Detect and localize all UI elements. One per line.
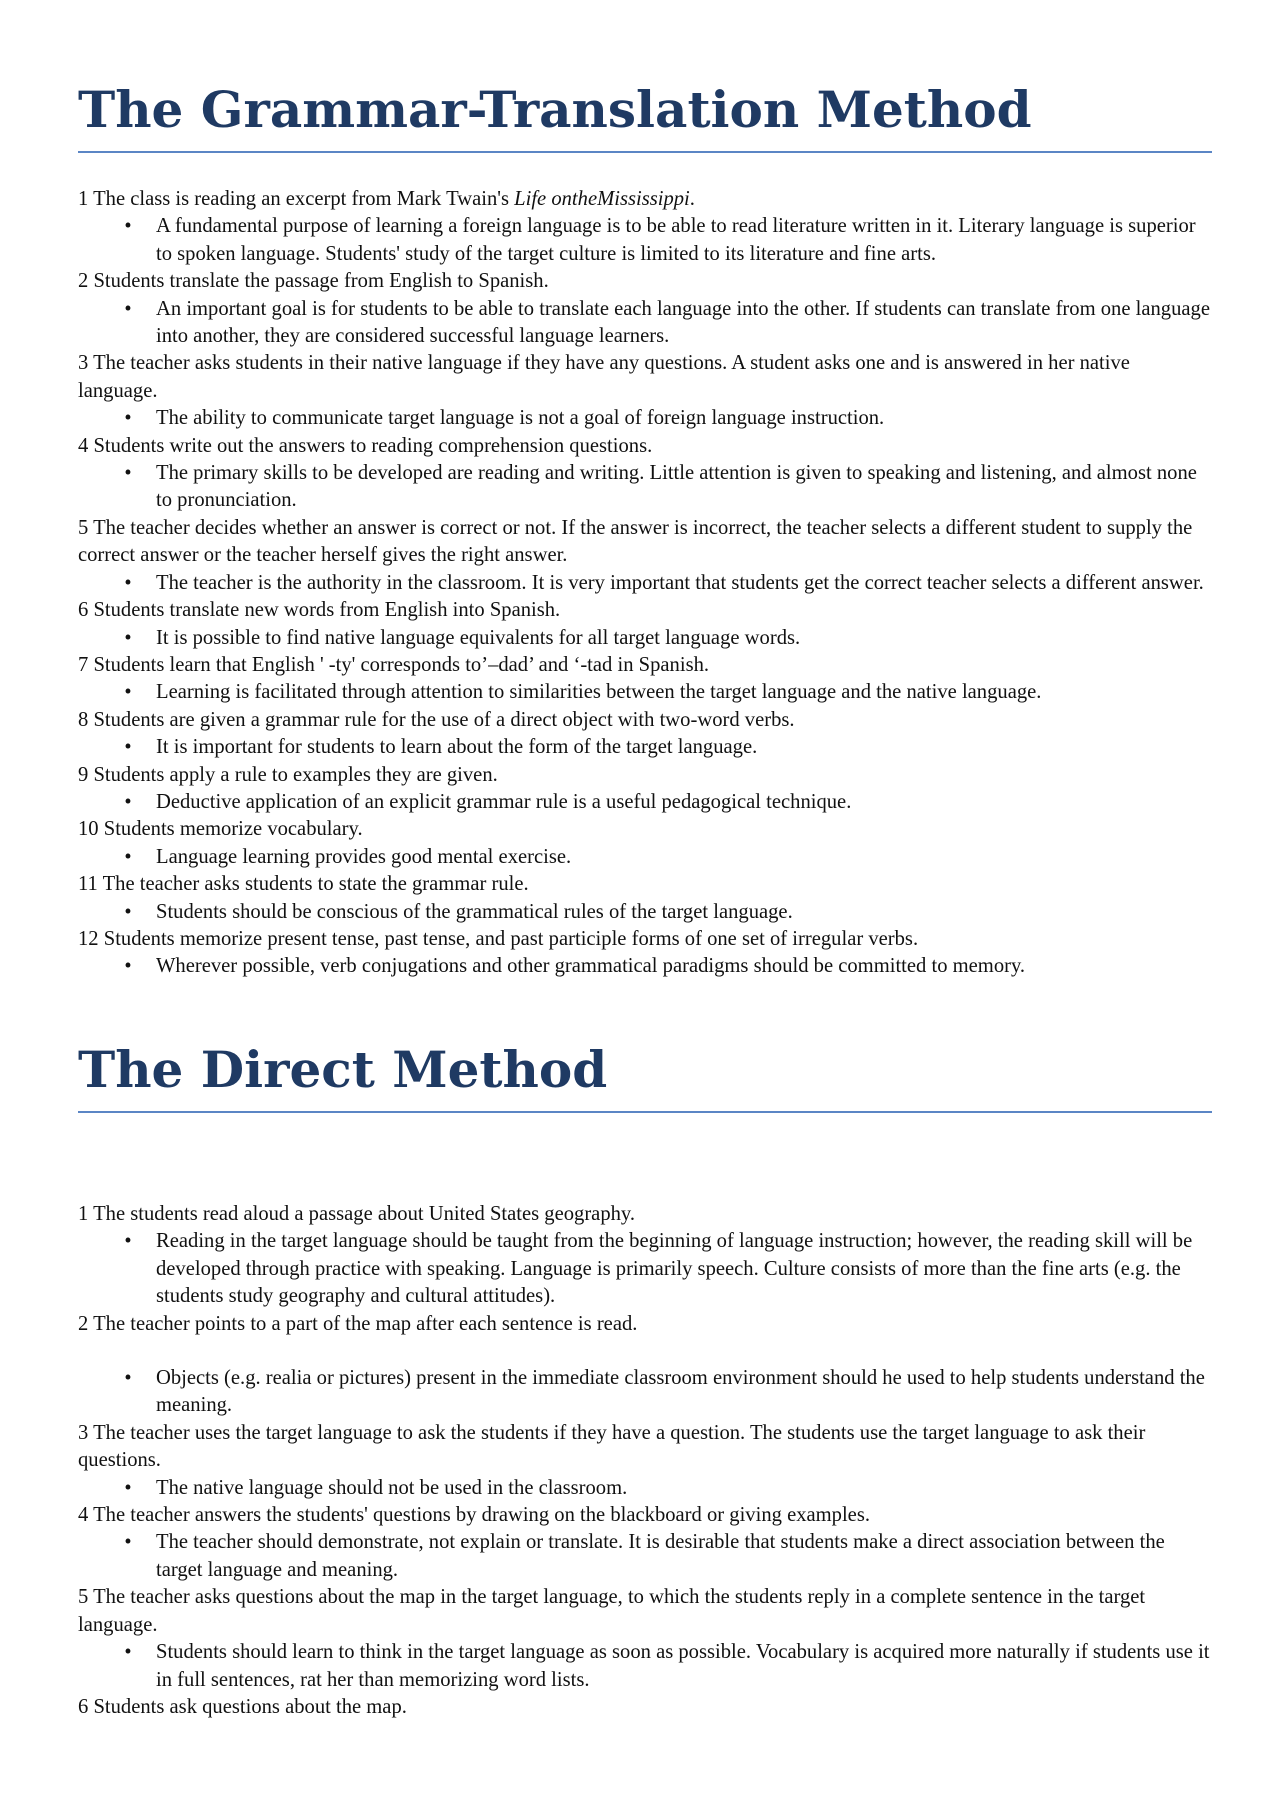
- bullet-icon: •: [124, 1531, 132, 1554]
- numbered-item: 11 The teacher asks students to state the grammar rule.: [78, 873, 529, 896]
- bullet-item: • The teacher is the authority in the classroom. It is very important that students get the correct teacher selects a different answer.: [78, 570, 1212, 597]
- bullet-list: [78, 1529, 1212, 1584]
- bullet-icon: •: [124, 845, 132, 868]
- numbered-item: 9 Students apply a rule to examples they are given.: [78, 763, 498, 786]
- bullet-icon: •: [124, 1230, 132, 1253]
- bullet-icon: •: [124, 1367, 132, 1390]
- bullet-item: • The primary skills to be developed are reading and writing. Little attention is given to speaking and listening, and almost none to pronunciation.: [78, 460, 1212, 515]
- numbered-item: 5 The teacher decides whether an answer is correct or not. If the answer is incorrect, the teacher selects a different student to supply the correct answer or the teacher herself gives the right answer.: [78, 516, 1193, 567]
- empty-line: [78, 1338, 1212, 1365]
- numbered-item: 2 Students translate the passage from English to Spanish.: [78, 270, 549, 293]
- bullet-item: • Wherever possible, verb conjugations and other grammatical paradigms should be committed to memory.: [78, 953, 1212, 980]
- bullet-icon: •: [124, 215, 132, 238]
- bullet-icon: •: [124, 297, 132, 320]
- bullet-list: [78, 625, 1212, 652]
- bullet-list: [78, 1365, 1212, 1420]
- bullet-icon: •: [124, 790, 132, 813]
- bullet-icon: •: [124, 626, 132, 649]
- bullet-item: • Learning is facilitated through attention to similarities between the target language and the native language.: [78, 679, 1212, 706]
- bullet-icon: •: [124, 681, 132, 704]
- bullet-icon: •: [124, 1641, 132, 1664]
- numbered-item: 3 The teacher uses the target language to ask the students if they have a question. The students use the target language to ask their questions.: [78, 1421, 1146, 1472]
- title-rule: [78, 151, 1212, 153]
- bullet-list: [78, 734, 1212, 761]
- numbered-item: 1 The students read aloud a passage about United States geography.: [78, 1203, 636, 1225]
- section-direct-method: [78, 1040, 1212, 1721]
- bullet-icon: •: [124, 407, 132, 430]
- section-grammar-translation: [78, 80, 1212, 981]
- numbered-item: 2 The teacher points to a part of the map after each sentence is read.: [78, 1312, 638, 1335]
- bullet-icon: •: [124, 462, 132, 485]
- section-content: [78, 186, 1212, 981]
- numbered-item: 10 Students memorize vocabulary.: [78, 818, 363, 841]
- bullet-item: • Deductive application of an explicit grammar rule is a useful pedagogical technique.: [78, 789, 1212, 816]
- numbered-item: 7 Students learn that English ' -ty' corresponds to’–dad’ and ‘-tad in Spanish.: [78, 653, 710, 676]
- bullet-item: • An important goal is for students to be able to translate each language into the other. If students can translate from one language into another, they are considered successful language learners.: [78, 296, 1212, 351]
- bullet-item: • It is important for students to learn about the form of the target language.: [78, 734, 1212, 761]
- bullet-list: [78, 405, 1212, 432]
- numbered-item: 3 The teacher asks students in their native language if they have any questions. A student asks one and is answered in her native language.: [78, 352, 1130, 402]
- book-title: Life ontheMississippi: [514, 188, 690, 210]
- numbered-item: 4 The teacher answers the students' questions by drawing on the blackboard or giving examples.: [78, 1504, 870, 1527]
- bullet-list: [78, 679, 1212, 706]
- bullet-item: • A fundamental purpose of learning a foreign language is to be able to read literature written in it. Literary language is superior to spoken language. Students' study of the target culture is limited to its literature and fine arts.: [78, 213, 1212, 268]
- bullet-icon: •: [124, 1476, 132, 1499]
- bullet-list: [78, 1228, 1212, 1310]
- bullet-list: [78, 213, 1212, 268]
- bullet-item: • It is possible to find native language equivalents for all target language words.: [78, 625, 1212, 652]
- bullet-item: • Reading in the target language should be taught from the beginning of language instruction; however, the reading skill will be developed through practice with speaking. Language is primarily speech. Culture consists of more than the fine arts (e.g. the students study geography and cultural attitudes).: [78, 1228, 1212, 1310]
- bullet-list: [78, 460, 1212, 515]
- numbered-item: 1 The class is reading an excerpt from Mark Twain's Life ontheMississippi.: [78, 188, 695, 210]
- bullet-list: [78, 899, 1212, 926]
- bullet-list: [78, 789, 1212, 816]
- bullet-list: [78, 296, 1212, 351]
- bullet-list: [78, 844, 1212, 871]
- bullet-item: • Students should be conscious of the grammatical rules of the target language.: [78, 899, 1212, 926]
- bullet-list: [78, 1475, 1212, 1502]
- numbered-item: 4 Students write out the answers to reading comprehension questions.: [78, 434, 653, 457]
- bullet-item: • Students should learn to think in the target language as soon as possible. Vocabulary is acquired more naturally if students use it in full sentences, rat her than memorizing word lists.: [78, 1639, 1212, 1694]
- numbered-item: 6 Students translate new words from English into Spanish.: [78, 599, 561, 622]
- numbered-item: 6 Students ask questions about the map.: [78, 1695, 407, 1718]
- numbered-item: 5 The teacher asks questions about the map in the target language, to which the students reply in a complete sentence in the target language.: [78, 1586, 1146, 1636]
- bullet-icon: •: [124, 571, 132, 594]
- section-content: [78, 1201, 1212, 1721]
- bullet-list: [78, 953, 1212, 980]
- bullet-list: [78, 570, 1212, 597]
- bullet-item: • The teacher should demonstrate, not explain or translate. It is desirable that students make a direct association between the target language and meaning.: [78, 1529, 1212, 1584]
- section-title: The Grammar-Translation Method: [78, 80, 1032, 139]
- bullet-item: • The native language should not be used in the classroom.: [78, 1475, 1212, 1502]
- bullet-list: [78, 1639, 1212, 1694]
- bullet-item: • The ability to communicate target language is not a goal of foreign language instruction.: [78, 405, 1212, 432]
- bullet-icon: •: [124, 955, 132, 978]
- bullet-icon: •: [124, 900, 132, 923]
- numbered-item: 8 Students are given a grammar rule for the use of a direct object with two-word verbs.: [78, 708, 795, 731]
- bullet-item: • Language learning provides good mental exercise.: [78, 844, 1212, 871]
- bullet-item: • Objects (e.g. realia or pictures) present in the immediate classroom environment should he used to help students understand the meaning.: [78, 1365, 1212, 1420]
- title-rule: [78, 1111, 1212, 1113]
- section-title: The Direct Method: [78, 1040, 608, 1099]
- numbered-item: 12 Students memorize present tense, past tense, and past participle forms of one set of irregular verbs.: [78, 927, 919, 950]
- bullet-icon: •: [124, 736, 132, 759]
